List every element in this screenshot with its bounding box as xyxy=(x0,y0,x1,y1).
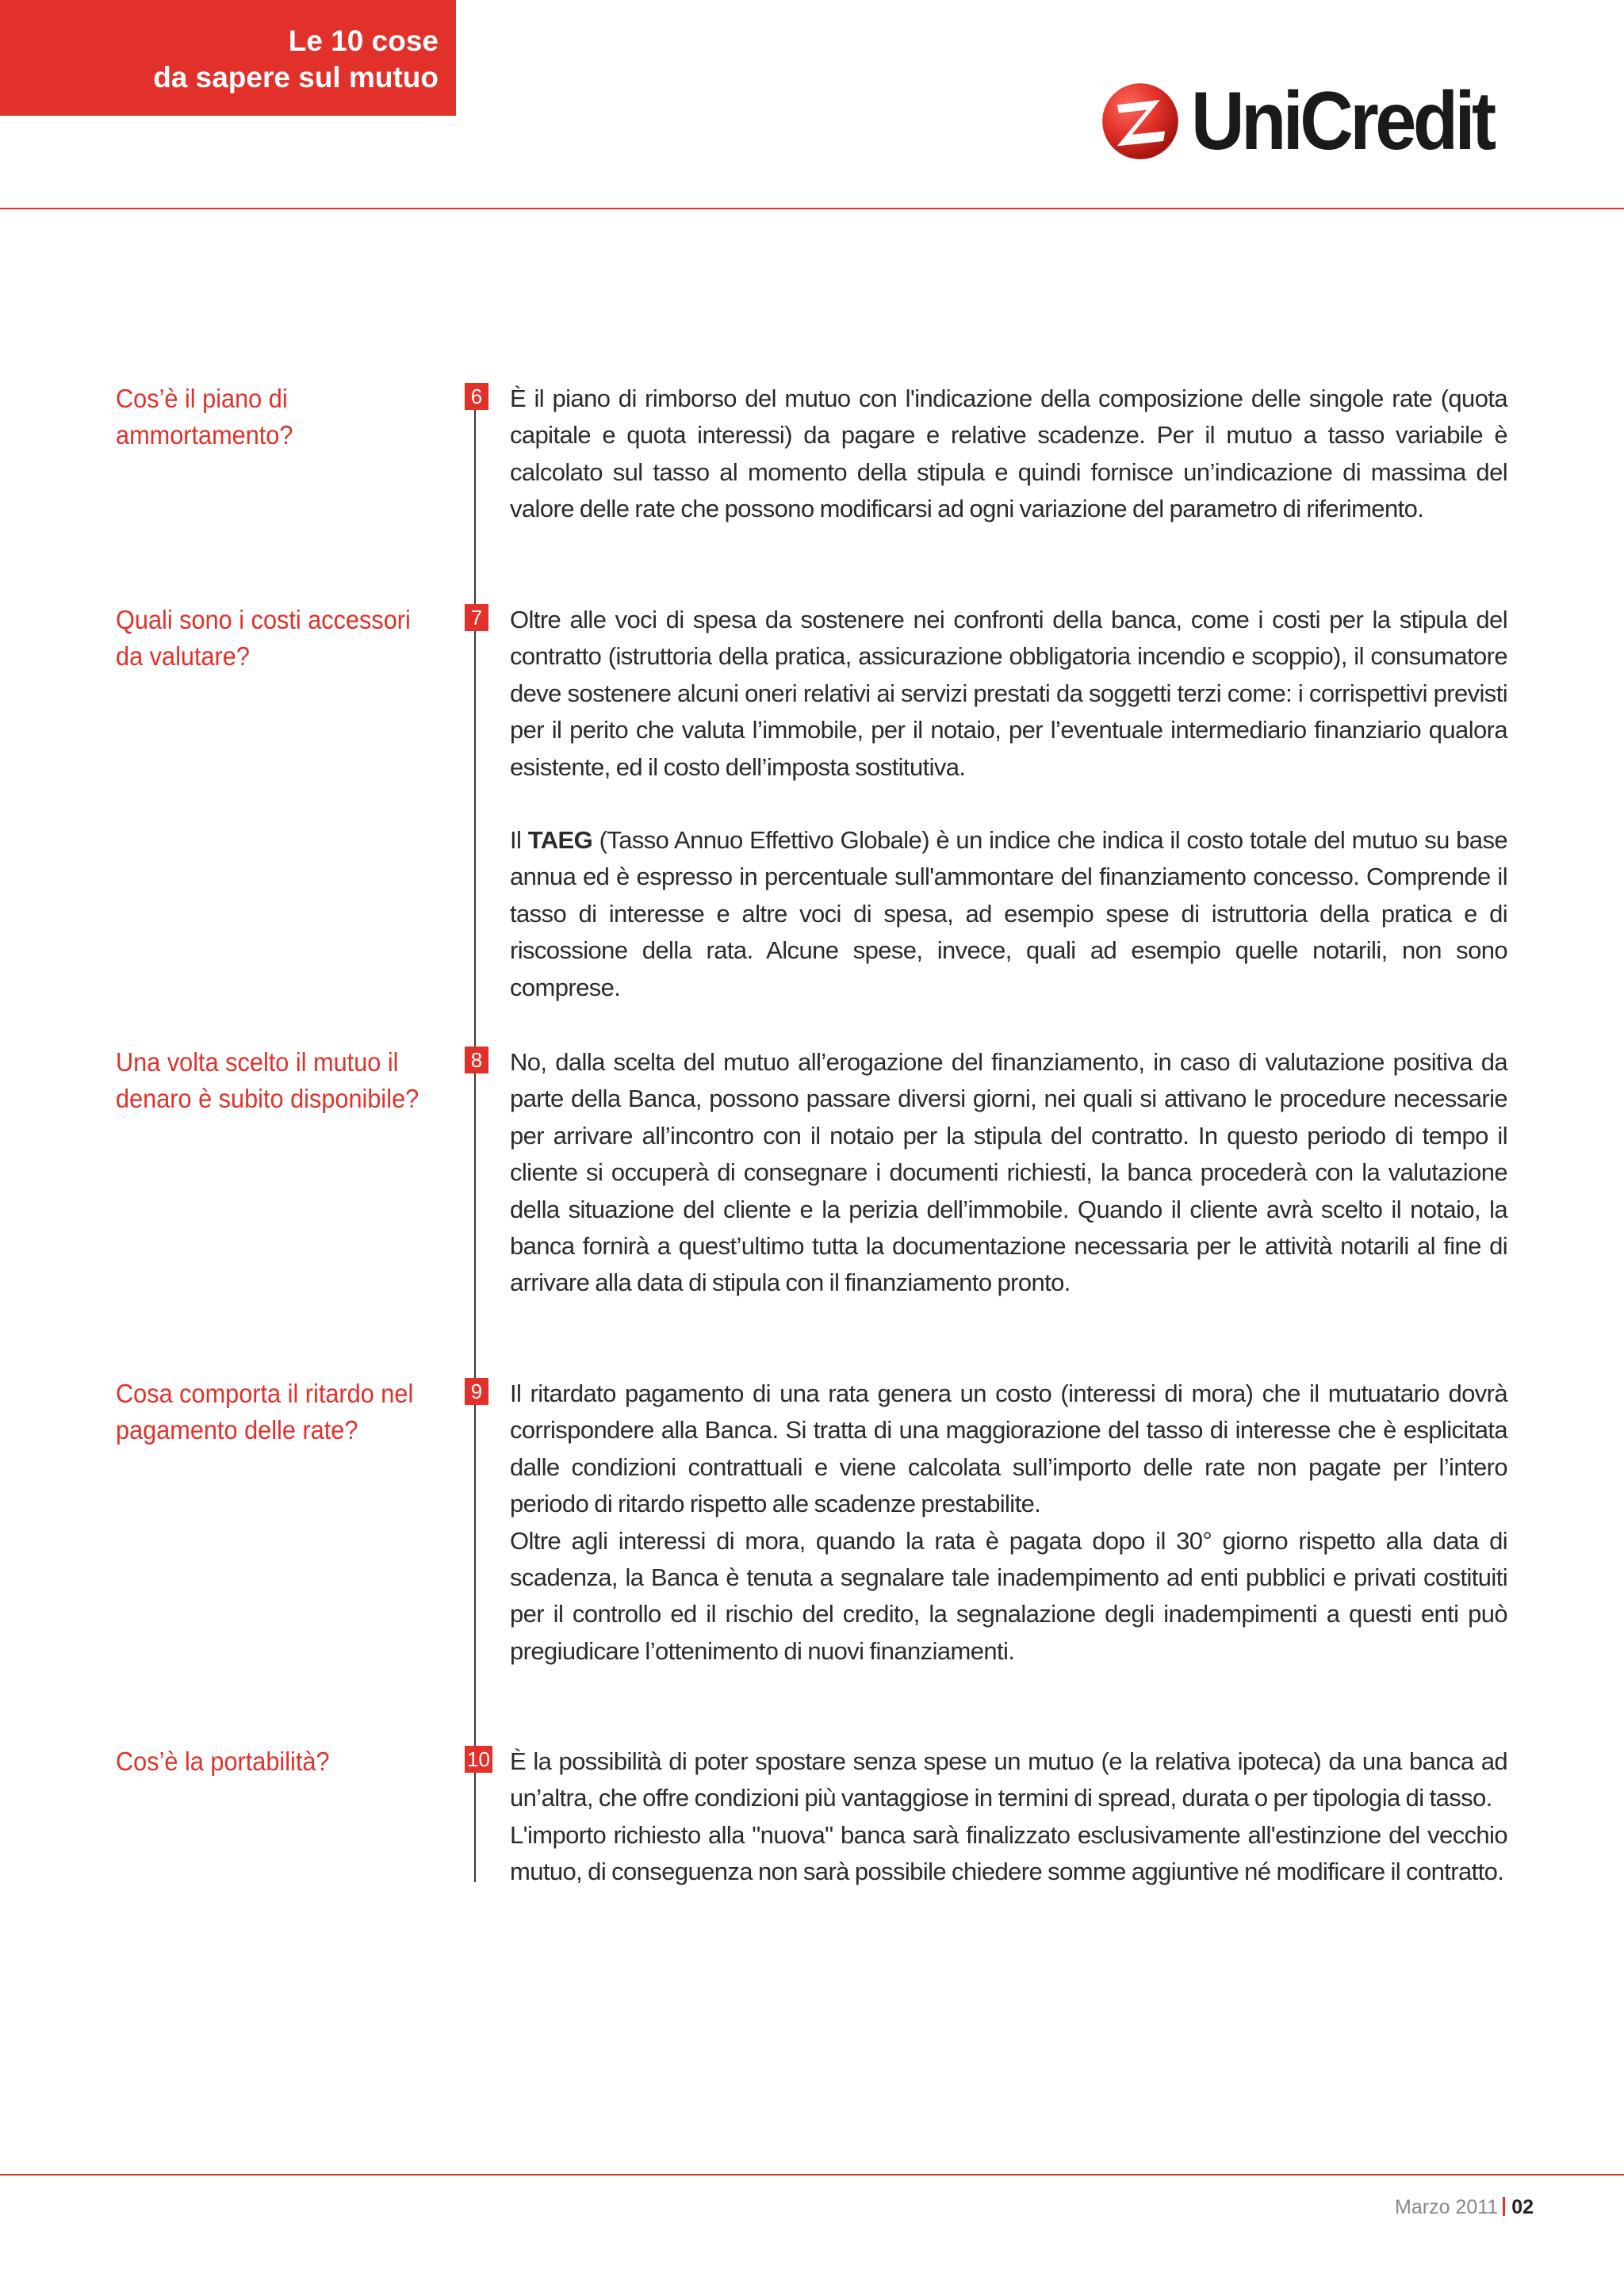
faq-number-badge: 10 xyxy=(465,1746,492,1773)
unicredit-logo xyxy=(1099,75,1511,167)
header-title-line1: Le 10 cose xyxy=(288,25,439,57)
faq-answer-paragraph: No, dalla scelta del mutuo all’erogazione del finanziamento, in caso di valutazione positiva da parte della Banca, possono passare diversi giorni, nei quali si attivano le procedure necessarie per arrivare all’incontro con il notaio per la stipula del contratto. In questo periodo di tempo il cliente si occuperà di consegnare i documenti richiesti, la banca procederà con la valutazione della situazione del cliente e la perizia dell’immobile. Quando il cliente avrà scelto il notaio, la banca fornirà a quest’ultimo tutta la documentazione necessaria per le attività notarili al fine di arrivare alla data di stipula con il finanziamento pronto. xyxy=(510,1048,1507,1297)
taeg-definition: (Tasso Annuo Effettivo Globale) è un indice che indica il costo totale del mutuo su base annua ed è espresso in percentuale sull'ammontare del finanziamento concesso. Comprende il tasso di interesse e altre voci di spesa, ad esempio spese di istruttoria della pratica e di riscossione della rata. Alcune spese, invece, quali ad esempio quelle notarili, non sono comprese. xyxy=(510,826,1507,1001)
unicredit-logo-icon xyxy=(1099,80,1182,163)
faq-answer xyxy=(510,1044,1507,1302)
page-footer xyxy=(1395,2196,1534,2219)
faq-answer-paragraph: Il ritardato pagamento di una rata genera un costo (interessi di mora) che il mutuatario dovrà corrispondere alla Banca. Si tratta di una maggiorazione del tasso di interesse che è esplicitata dalle condizioni contrattuali e viene calcolata sull’importo delle rate non pagate per l’intero periodo di ritardo rispetto alle scadenze prestabilite. xyxy=(510,1380,1507,1518)
faq-number-badge: 8 xyxy=(465,1047,488,1073)
logo-wordmark: UniCredit xyxy=(1191,75,1493,167)
taeg-prefix: Il xyxy=(510,826,528,855)
faq-answer xyxy=(510,1376,1507,1670)
faq-answer-paragraph: È la possibilità di poter spostare senza spese un mutuo (e la relativa ipoteca) da una banca ad un’altra, che offre condizioni più vantaggiose in termini di spread, durata o per tipologia di tasso. xyxy=(510,1747,1507,1812)
faq-answer-paragraph: Oltre alle voci di spesa da sostenere nei confronti della banca, come i costi per la stipula del contratto (istruttoria della pratica, assicurazione obbligatoria incendio e scoppio), il consumatore deve sostenere alcuni oneri relativi ai servizi prestati da soggetti terzi come: i corrispettivi previsti per il perito che valuta l’immobile, per il notaio, per l’eventuale intermediario finanziario qualora esistente, ed il costo dell’imposta sostitutiva. xyxy=(510,606,1507,781)
faq-number-badge: 6 xyxy=(465,383,488,410)
faq-answer-paragraph: L'importo richiesto alla "nuova" banca sarà finalizzato esclusivamente all'estinzione del vecchio mutuo, di conseguenza non sarà possibile chiedere somme aggiuntive né modificare il contratto. xyxy=(510,1820,1507,1886)
faq-number-badge: 9 xyxy=(465,1378,488,1405)
faq-answer-paragraph: È il piano di rimborso del mutuo con l'indicazione della composizione delle singole rate (quota capitale e quota interessi) da pagare e relative scadenze. Per il mutuo a tasso variabile è calcolato sul tasso al momento della stipula e quindi fornisce un’indicazione di massima del valore delle rate che possono modificarsi ad ogni variazione del parametro di riferimento. xyxy=(510,385,1507,523)
footer-separator xyxy=(1503,2197,1505,2216)
page-number: 02 xyxy=(1511,2196,1534,2218)
faq-answer-paragraph: Oltre agli interessi di mora, quando la rata è pagata dopo il 30° giorno rispetto alla data di scadenza, la Banca è tenuta a segnalare tale inadempimento ad enti pubblici e privati costituiti per il controllo ed il rischio del credito, la segnalazione degli inadempimenti a questi enti può pregiudicare l’ottenimento di nuovi finanziamenti. xyxy=(510,1526,1507,1665)
faq-question: Cos’è la portabilità? xyxy=(116,1747,330,1776)
taeg-term: TAEG xyxy=(527,826,593,855)
footer-date: Marzo 2011 xyxy=(1395,2196,1499,2218)
faq-question: Una volta scelto il mutuo il denaro è subito disponibile? xyxy=(116,1047,419,1113)
faq-question: Cosa comporta il ritardo nel pagamento delle rate? xyxy=(116,1379,414,1445)
faq-answer xyxy=(510,381,1507,528)
faq-number-badge: 7 xyxy=(465,604,488,631)
footer-divider xyxy=(0,2174,1624,2175)
header-divider xyxy=(0,208,1624,209)
faq-answer xyxy=(510,602,1507,1006)
header-title-box xyxy=(0,0,456,116)
faq-question: Quali sono i costi accessori da valutare? xyxy=(116,605,411,671)
header-title-line2: da sapere sul mutuo xyxy=(153,61,439,94)
faq-question: Cos’è il piano di ammortamento? xyxy=(116,384,293,450)
faq-answer xyxy=(510,1743,1507,1891)
faq-answer-paragraph xyxy=(510,822,1507,1006)
